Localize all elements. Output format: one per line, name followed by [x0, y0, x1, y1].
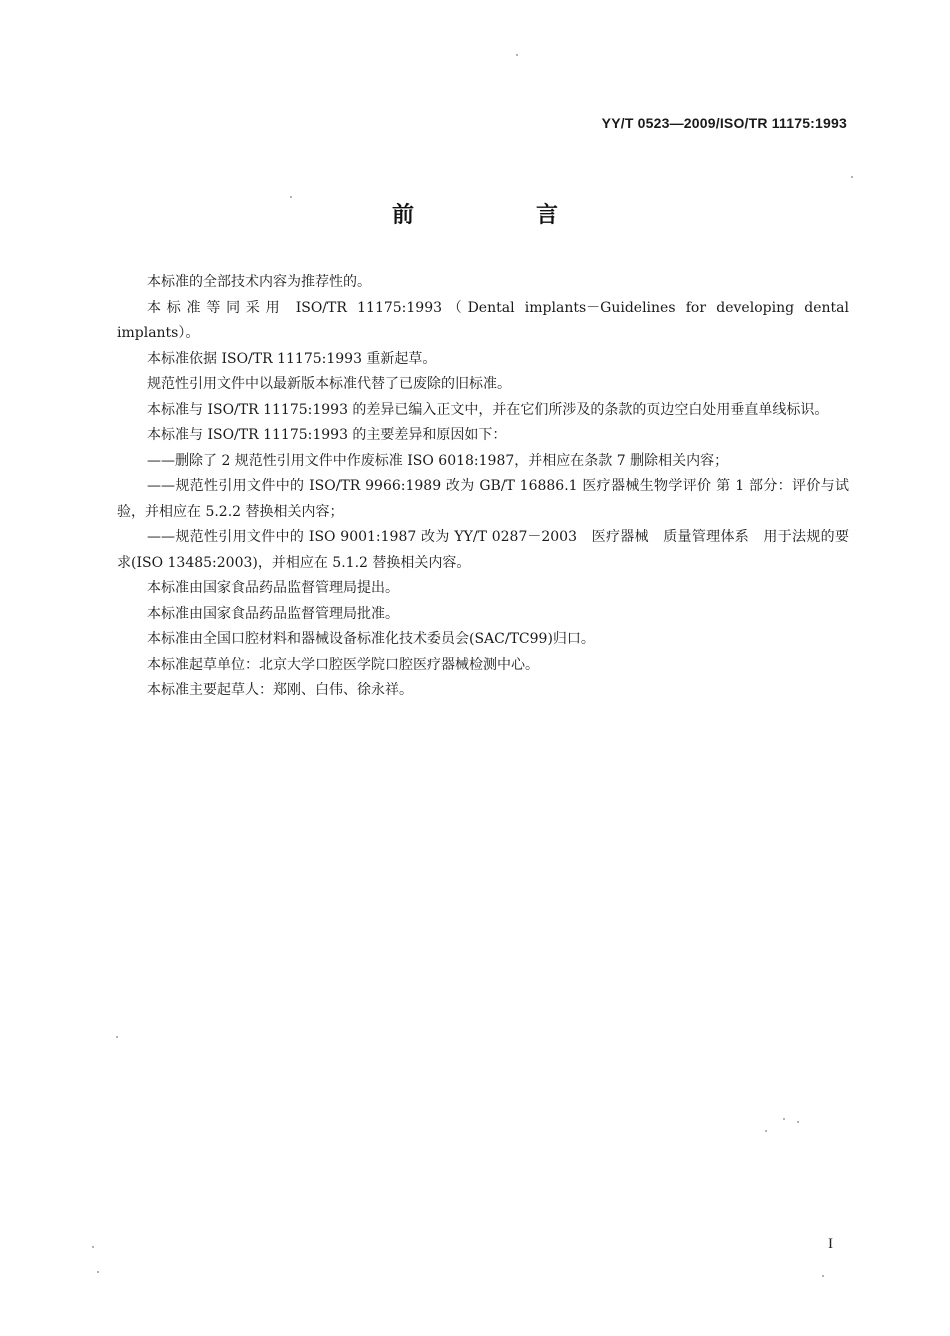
scan-speck	[765, 1130, 767, 1132]
scan-speck	[92, 1246, 94, 1248]
paragraph: 本标准主要起草人：郑刚、白伟、徐永祥。	[147, 682, 413, 698]
paragraph: 本标准依据 ISO/TR 11175:1993 重新起草。	[147, 350, 437, 367]
paragraph: 本标准由国家食品药品监督管理局批准。	[147, 605, 399, 622]
foreword-body	[117, 270, 849, 704]
scan-speck	[797, 1121, 799, 1123]
scan-speck	[516, 54, 518, 56]
scan-speck	[851, 176, 853, 178]
scan-speck	[822, 1275, 824, 1277]
paragraph: 本标准与 ISO/TR 11175:1993 的主要差异和原因如下：	[147, 427, 507, 443]
paragraph: 本标准由全国口腔材料和器械设备标准化技术委员会(SAC/TC99)归口。	[147, 631, 595, 647]
paragraph: 本标准起草单位：北京大学口腔医学院口腔医疗器械检测中心。	[147, 656, 539, 673]
paragraph: 本标准的全部技术内容为推荐性的。	[147, 274, 371, 290]
scan-speck	[97, 1271, 99, 1273]
foreword-title: 前 言	[391, 203, 608, 228]
scan-speck	[290, 196, 292, 198]
list-item: ——规范性引用文件中的 ISO 9001:1987 改为 YY/T 0287－2003 医疗器械 质量管理体系 用于法规的要求(ISO 13485:2003)，并相应在 5.1.2 替换相关内容。	[117, 529, 849, 571]
paragraph: 规范性引用文件中以最新版本标准代替了已废除的旧标准。	[147, 376, 511, 392]
standard-number-header: YY/T 0523—2009/ISO/TR 11175:1993	[601, 115, 847, 131]
scan-speck	[783, 1118, 785, 1120]
paragraph: 本标准等同采用 ISO/TR 11175:1993（Dental implants－Guidelines for developing dental implants）。	[117, 299, 849, 341]
paragraph: 本标准与 ISO/TR 11175:1993 的差异已编入正文中，并在它们所涉及的条款的页边空白处用垂直单线标识。	[147, 401, 829, 418]
list-item: ——规范性引用文件中的 ISO/TR 9966:1989 改为 GB/T 16886.1 医疗器械生物学评价 第 1 部分：评价与试验，并相应在 5.2.2 替换相关内容；	[117, 478, 849, 520]
paragraph: 本标准由国家食品药品监督管理局提出。	[147, 580, 399, 596]
list-item: ——删除了 2 规范性引用文件中作废标准 ISO 6018:1987，并相应在条款 7 删除相关内容；	[147, 452, 729, 469]
scan-speck	[116, 1036, 118, 1038]
page-number: I	[828, 1236, 833, 1252]
